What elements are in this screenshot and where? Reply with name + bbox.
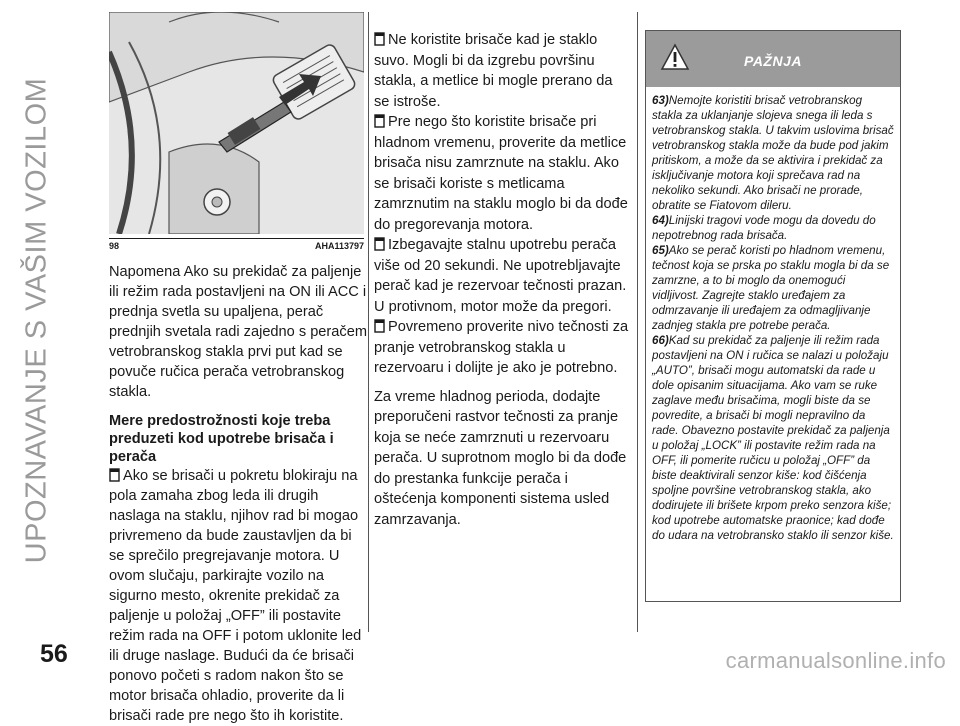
chapter-title: UPOZNAVANJE S VAŠIM VOZILOM xyxy=(20,77,53,563)
page-number: 56 xyxy=(40,640,68,668)
bullet-item: Pre nego što koristite brisače pri hladnom vremenu, proverite da metlice brisača nisu zamrznute na staklu. Ako se brisači koriste s metlicama zamrznutim na staklu moglo bi da dođe do pregorevanja motora. xyxy=(374,114,628,233)
bullet-icon xyxy=(374,32,386,46)
bullet-item: Ne koristite brisače kad je staklo suvo. Mogli bi da izgrebu površinu stakla, a metlice bi mogle prerano da se istroše. xyxy=(374,32,613,110)
warning-body xyxy=(646,87,900,543)
note-paragraph: Napomena Ako su prekidač za paljenje ili režim rada postavljeni na ON ili ACC i prednja svetla su upaljena, perač prednjih svetala radi zajedno s peračem vetrobranskog stakla prvi put kad se povuče ručica perača vetrobranskog stakla. xyxy=(109,264,367,400)
warning-item: 63)Nemojte koristiti brisač vetrobranskog stakla za uklanjanje slojeva snega ili leda s vetrobranskog stakla. U takvim uslovima brisač vetrobranskog stakla može da bude pod jakim pritiskom, a može da se aktivira i prekidač za isključivanje motora koji sprečava rad na nekoliko sekundi. Ako brisači ne prorade, obratite se Fiatovom dileru. xyxy=(652,94,894,212)
column-divider xyxy=(637,12,638,632)
warning-header xyxy=(646,31,900,87)
warning-item: 64)Linijski tragovi vode mogu da dovedu do nepotrebnog rada brisača. xyxy=(652,214,876,242)
figure-number: 98 xyxy=(109,241,120,251)
bullet-icon xyxy=(374,319,386,333)
column-divider xyxy=(368,12,369,632)
watermark-text: carmanualsonline.info xyxy=(725,648,946,673)
bullet-item: Izbegavajte stalnu upotrebu perača više od 20 sekundi. Ne upotrebljavajte perač kad je rezervoar tečnosti prazan. U protivnom, motor može da pregori. xyxy=(374,237,627,315)
bullet-icon xyxy=(374,237,386,251)
middle-column xyxy=(374,30,630,530)
bullet-icon xyxy=(109,468,121,482)
bullet-item: Povremeno proverite nivo tečnosti za pranje vetrobranskog stakla u rezervoaru i dolijte je ako je potrebno. xyxy=(374,319,629,376)
figure-code: AHA113797 xyxy=(314,241,364,251)
steering-column-drawing xyxy=(109,12,364,234)
cold-weather-paragraph: Za vreme hladnog perioda, dodajte preporučeni rastvor tečnosti za pranje koja se neće zamrznuti u rezervoaru perača. U suprotnom moglo bi da dođe do prestanka funkcije perača i oštećenja komponenti sistema usled zamrzavanja. xyxy=(374,388,627,528)
warning-item: 66)Kad su prekidač za paljenje ili režim rada postavljeni na ON i ručica se nalazi u položaju „AUTO”, brisači mogu automatski da rade u dole opisanim situacijama. Ako vam se ruke zaglave među brisačima, mogli biste da se povredite, a brisači bi mogli nepravilno da rade. Obavezno postavite prekidač za paljenja u položaj „LOCK” ili postavite režim rada na OFF, ili pomerite ručicu u položaj „OFF” da biste deaktivirali senzor kiše: kod čišćenja spoljne površine vetrobranskog stakla, ako dodirujete ili brišete krpom preko senzora kiše; kod upotrebe automatske praonice; kad dođe do udara na vetrobransko staklo ili senzor kiše. xyxy=(652,334,894,542)
warning-title: PAŽNJA xyxy=(744,53,802,69)
bullet-icon xyxy=(374,114,386,128)
wiper-lever-illustration xyxy=(109,12,364,234)
figure-caption xyxy=(109,238,364,251)
left-column xyxy=(109,262,367,726)
section-heading: Mere predostrožnosti koje treba preduzeti kod upotrebe brisača i perača xyxy=(109,413,334,465)
warning-item: 65)Ako se perač koristi po hladnom vremenu, tečnost koja se prska po staklu mogla bi da se zamrzne, a to bi moglo da onemogući vidljivost. Zagrejte staklo uređajem za odmrzavanje ili uređajem za odmagljivanje zadnjeg stakla pre potrebe perača. xyxy=(652,244,890,332)
warning-box xyxy=(645,30,901,602)
bullet-item: Ako se brisači u pokretu blokiraju na pola zamaha zbog leda ili drugih naslaga na staklu, njihov rad bi mogao privremeno da bude zaustavljen da bi se sprečilo pregrejavanje motora. U ovom slučaju, parkirajte vozilo na sigurno mesto, okrenite prekidač za paljenje u položaj „OFF” ili postavite režim rada na OFF i potom uklonite led ili druge naslage. Budući da će brisači ponovo početi s radom nakon što se motor brisača ohladio, proverite da li brisači rade pre nego što ih koristite. xyxy=(109,468,362,724)
